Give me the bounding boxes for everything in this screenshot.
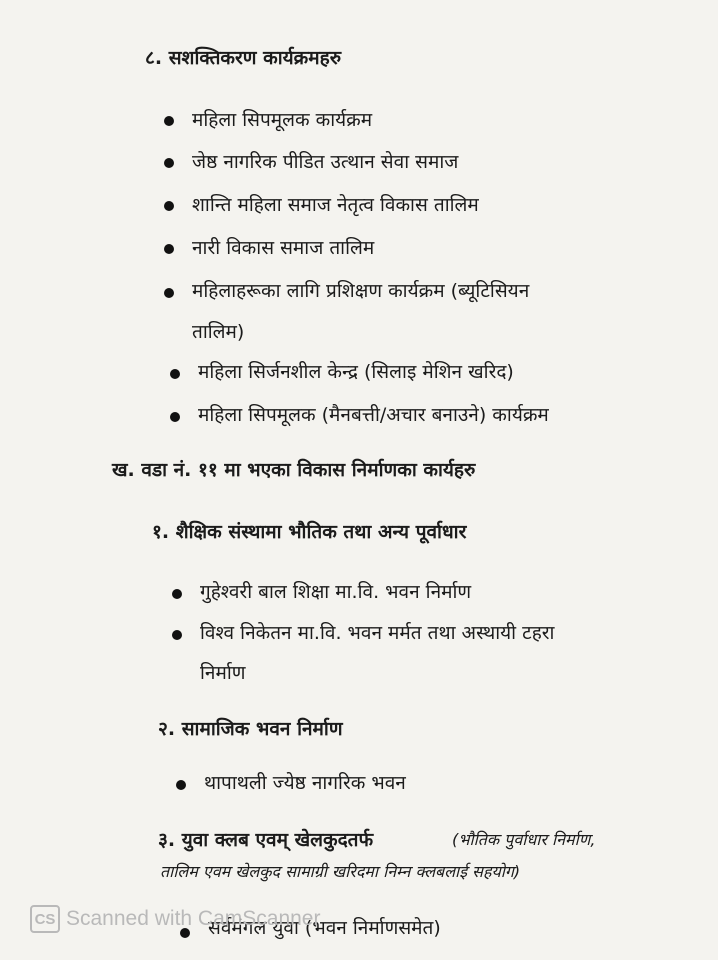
bullet-icon <box>164 116 174 126</box>
bullet-icon <box>176 780 186 790</box>
bullet-icon <box>164 244 174 254</box>
list-item: महिला सिपमूलक कार्यक्रम <box>192 109 373 131</box>
bullet-icon <box>170 412 180 422</box>
list-item: महिलाहरूका लागि प्रशिक्षण कार्यक्रम (ब्यूटिसियन <box>192 280 530 302</box>
sub-3-heading: ३. युवा क्लब एवम् खेलकुदतर्फ <box>158 829 374 851</box>
sub-3-note-line-2: तालिम एवम खेलकुद सामाग्री खरिदमा निम्न क्लबलाई सहयोग) <box>160 862 521 881</box>
list-item: थापाथली ज्येष्ठ नागरिक भवन <box>204 772 406 794</box>
list-item: महिला सिपमूलक (मैनबत्ती/अचार बनाउने) कार्यक्रम <box>198 404 549 426</box>
list-item-continuation: तालिम) <box>192 321 245 343</box>
list-item: नारी विकास समाज तालिम <box>192 237 375 259</box>
camscanner-watermark <box>30 905 320 933</box>
bullet-icon <box>172 630 182 640</box>
sub-1-heading: १. शैक्षिक संस्थामा भौतिक तथा अन्य पूर्वाधार <box>152 521 467 543</box>
sub-3-note-line-1: (भौतिक पुर्वाधार निर्माण, <box>452 830 596 849</box>
bullet-icon <box>164 201 174 211</box>
bullet-icon <box>170 369 180 379</box>
list-item: जेष्ठ नागरिक पीडित उत्थान सेवा समाज <box>192 151 459 173</box>
list-item: विश्व निकेतन मा.वि. भवन मर्मत तथा अस्थायी टहरा <box>200 622 555 644</box>
camscanner-logo-icon: CS <box>30 905 60 933</box>
sub-2-heading: २. सामाजिक भवन निर्माण <box>158 718 343 740</box>
section-8-heading: ८. सशक्तिकरण कार्यक्रमहरु <box>145 47 342 69</box>
section-kha-heading: ख. वडा नं. ११ मा भएका विकास निर्माणका कार्यहरु <box>112 459 476 481</box>
list-item: महिला सिर्जनशील केन्द्र (सिलाइ मेशिन खरिद) <box>198 361 514 383</box>
watermark-text: Scanned with CamScanner <box>66 907 321 930</box>
bullet-icon <box>164 288 174 298</box>
bullet-icon <box>172 589 182 599</box>
bullet-icon <box>164 158 174 168</box>
list-item-continuation: निर्माण <box>200 662 246 684</box>
list-item: शान्ति महिला समाज नेतृत्व विकास तालिम <box>192 194 479 216</box>
list-item: गुहेश्वरी बाल शिक्षा मा.वि. भवन निर्माण <box>200 581 472 603</box>
list-item: सर्वमंगल युवा (भवन निर्माणसमेत) <box>208 917 441 939</box>
